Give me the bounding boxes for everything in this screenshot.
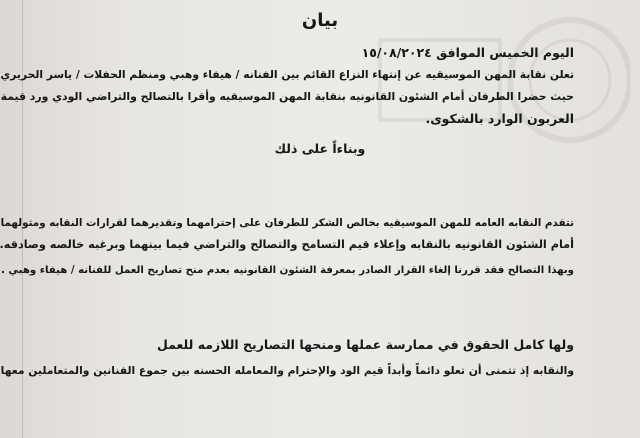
paragraph1-line3: العربون الوارد بالشكوى. bbox=[425, 111, 574, 126]
paragraph3: وبهذا التصالح فقد قررنا إلغاء القرار الصادر بمعرفة الشئون القانونيه بعدم منح تصاريح العمل للفنانه / هيفاء وهبي . bbox=[0, 265, 574, 276]
paragraph4: ولها كامل الحقوق في ممارسة عملها ومنحها التصاريح اللازمه للعمل bbox=[156, 337, 574, 352]
subheading: وبناءاً على ذلك bbox=[274, 141, 366, 156]
date-line: اليوم الخميس الموافق ١٥/٠٨/٢٠٢٤ bbox=[361, 45, 574, 60]
paragraph5: والنقابه إذ تتمنى أن تعلو دائماً وأبداً قيم الود والإحترام والمعامله الحسنه بين جموع الفنانين والمتعاملين معها bbox=[0, 364, 574, 377]
paragraph1-line1: تعلن نقابة المهن الموسيقيه عن إنتهاء النزاع القائم بين الفنانه / هيفاء وهبي ومنظم الحفلات / ياسر الحريري bbox=[0, 68, 574, 81]
paragraph2-line2: أمام الشئون القانونيه بالنقابه وإعلاء قيم التسامح والتصالح والتراضي فيما بينهما وبرغبه خالصه وصادقه. bbox=[0, 238, 574, 251]
paragraph1-line2: حيث حضرا الطرفان أمام الشئون القانونيه بنقابة المهن الموسيقيه وأقرا بالتصالح والتراضي الودي ورد قيمة bbox=[0, 90, 574, 103]
paragraph2-line1: تتقدم النقابه العامه للمهن الموسيقيه بخالص الشكر للطرفان على إحترامهما وتقديرهما لقرارات النقابه ومثولهما bbox=[0, 217, 574, 229]
document-title: بيان bbox=[301, 10, 339, 31]
